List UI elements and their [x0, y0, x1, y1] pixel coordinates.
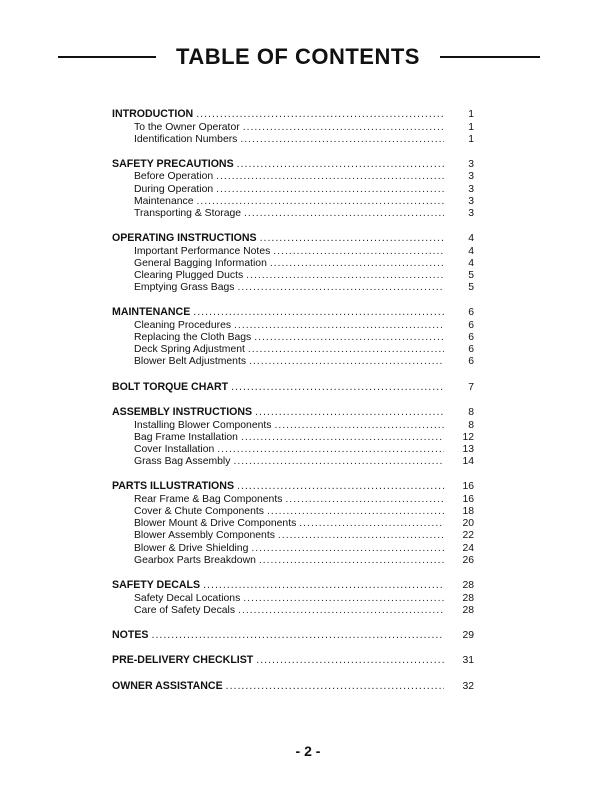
dot-leader	[240, 134, 444, 146]
toc-entry-page: 12	[462, 431, 474, 443]
toc-entry-page: 8	[468, 419, 474, 431]
toc-section-heading-page: 28	[462, 580, 474, 591]
toc-section-heading	[112, 158, 474, 172]
toc-section	[112, 108, 474, 146]
toc-entry-page: 3	[468, 195, 474, 207]
dot-leader	[285, 494, 444, 506]
dot-leader	[259, 555, 444, 567]
toc-section-heading-page: 1	[468, 109, 474, 120]
dot-leader	[241, 432, 444, 444]
toc-entry-page: 5	[468, 282, 474, 294]
toc-entry-label: Bag Frame Installation	[134, 431, 238, 443]
toc-entry	[112, 258, 474, 270]
toc-entry	[112, 320, 474, 332]
dot-leader	[274, 420, 444, 432]
toc-section-heading-label: INTRODUCTION	[112, 108, 194, 120]
toc-entry-page: 24	[462, 542, 474, 554]
toc-section	[112, 654, 474, 668]
toc-section-heading-page: 29	[462, 629, 474, 641]
toc-entry-page: 6	[468, 319, 474, 331]
dot-leader	[196, 108, 444, 122]
toc-entry-page: 1	[468, 121, 474, 133]
title-rule-left	[58, 56, 156, 58]
toc-section-heading-label: SAFETY DECALS	[112, 579, 201, 591]
toc-entry-page: 6	[468, 332, 474, 344]
toc-entry-label: Installing Blower Components	[134, 419, 272, 431]
toc-section-heading-page: 31	[462, 655, 474, 667]
dot-leader	[216, 171, 444, 183]
dot-leader	[237, 282, 444, 294]
dot-leader	[233, 456, 444, 468]
toc-section	[112, 381, 474, 395]
toc-entry	[112, 543, 474, 555]
table-of-contents	[112, 108, 474, 705]
toc-section-heading-label: NOTES	[112, 628, 149, 641]
toc-entry-label: Rear Frame & Bag Components	[134, 493, 283, 505]
toc-section-heading	[112, 579, 474, 593]
dot-leader	[248, 344, 444, 356]
dot-leader	[273, 246, 444, 258]
toc-entry-label: Blower Assembly Components	[134, 530, 275, 542]
title-rule-right	[440, 56, 540, 58]
toc-entry-label: Transporting & Storage	[134, 207, 242, 219]
toc-section-heading-page: 3	[468, 158, 474, 170]
toc-entry-label: Grass Bag Assembly	[134, 456, 231, 468]
toc-entry-page: 4	[468, 245, 474, 257]
toc-entry-page: 20	[462, 518, 474, 530]
toc-entry-label: Cover Installation	[134, 444, 215, 455]
toc-entry-label: Maintenance	[134, 195, 194, 207]
toc-entry-page: 16	[462, 493, 474, 505]
dot-leader	[238, 605, 444, 617]
toc-entry	[112, 270, 474, 282]
toc-entry-label: Cover & Chute Components	[134, 506, 264, 518]
toc-entry	[112, 332, 474, 344]
toc-entry-label: Blower Mount & Drive Components	[134, 518, 297, 530]
toc-entry	[112, 208, 474, 220]
toc-entry-label: Cleaning Procedures	[134, 319, 232, 331]
header	[58, 43, 540, 71]
dot-leader	[267, 506, 444, 518]
dot-leader	[234, 320, 444, 332]
toc-section-heading-page: 4	[468, 233, 474, 245]
toc-section-heading-page: 8	[468, 407, 474, 419]
toc-section-heading	[112, 306, 474, 320]
toc-section-heading	[112, 381, 474, 395]
toc-entry	[112, 420, 474, 432]
toc-section-heading-page: 32	[462, 680, 474, 692]
toc-entry-label: Identification Numbers	[134, 133, 238, 145]
dot-leader	[249, 356, 444, 368]
toc-section	[112, 480, 474, 567]
toc-section-heading	[112, 108, 474, 122]
dot-leader	[203, 579, 444, 593]
toc-section-heading	[112, 629, 474, 643]
toc-section-heading-label: PRE-DELIVERY CHECKLIST	[112, 654, 254, 667]
toc-entry	[112, 518, 474, 530]
toc-entry	[112, 184, 474, 196]
toc-section-heading-label: OPERATING INSTRUCTIONS	[112, 232, 257, 245]
dot-leader	[243, 122, 444, 134]
toc-entry	[112, 134, 474, 146]
toc-entry-page: 5	[468, 270, 474, 281]
toc-entry	[112, 530, 474, 542]
toc-section-heading-page: 7	[468, 381, 474, 393]
dot-leader	[255, 406, 444, 420]
toc-section-heading-label: PARTS ILLUSTRATIONS	[112, 480, 235, 493]
toc-entry	[112, 506, 474, 518]
toc-section-heading	[112, 232, 474, 246]
toc-entry-page: 4	[468, 257, 474, 269]
toc-entry-label: Before Operation	[134, 171, 214, 183]
toc-entry-page: 6	[468, 356, 474, 368]
toc-entry	[112, 432, 474, 444]
toc-entry	[112, 171, 474, 183]
toc-entry	[112, 555, 474, 567]
dot-leader	[193, 306, 444, 320]
toc-entry	[112, 282, 474, 294]
toc-section-heading-label: BOLT TORQUE CHART	[112, 380, 229, 393]
dot-leader	[216, 184, 444, 196]
toc-entry-page: 6	[468, 344, 474, 356]
toc-entry-page: 26	[462, 554, 474, 566]
toc-section	[112, 579, 474, 617]
toc-entry-label: General Bagging Information	[134, 257, 267, 269]
dot-leader	[226, 680, 444, 694]
toc-entry-page: 1	[468, 133, 474, 145]
toc-entry-page: 28	[462, 604, 474, 616]
dot-leader	[260, 232, 444, 246]
toc-entry-page: 3	[468, 207, 474, 219]
toc-section	[112, 232, 474, 294]
dot-leader	[197, 196, 445, 208]
toc-section-heading	[112, 480, 474, 494]
dot-leader	[237, 158, 444, 172]
toc-section-heading-label: ASSEMBLY INSTRUCTIONS	[112, 406, 253, 419]
toc-section	[112, 306, 474, 368]
page-number: - 2 -	[295, 743, 321, 759]
dot-leader	[251, 543, 444, 555]
toc-section-heading-page: 6	[468, 307, 474, 319]
toc-entry-label: To the Owner Operator	[134, 121, 240, 133]
toc-entry-label: Gearbox Parts Breakdown	[134, 554, 256, 566]
toc-entry-label: Deck Spring Adjustment	[134, 344, 245, 356]
toc-section-heading-label: MAINTENANCE	[112, 306, 191, 319]
toc-entry	[112, 344, 474, 356]
toc-entry-page: 22	[462, 530, 474, 542]
toc-section-heading	[112, 406, 474, 420]
toc-section-heading	[112, 680, 474, 694]
toc-section-heading-label: SAFETY PRECAUTIONS	[112, 157, 234, 170]
toc-entry-label: Replacing the Cloth Bags	[134, 332, 252, 344]
toc-entry-label: Emptying Grass Bags	[134, 282, 235, 294]
toc-entry-page: 13	[462, 444, 474, 455]
toc-entry-page: 3	[468, 183, 474, 195]
toc-entry-page: 3	[468, 171, 474, 183]
toc-section	[112, 680, 474, 694]
toc-entry	[112, 196, 474, 208]
dot-leader	[256, 654, 444, 668]
page-title: TABLE OF CONTENTS	[176, 44, 420, 69]
toc-entry-page: 28	[462, 592, 474, 604]
toc-entry	[112, 593, 474, 605]
toc-entry	[112, 356, 474, 368]
toc-entry-label: Blower Belt Adjustments	[134, 356, 247, 368]
toc-entry-label: During Operation	[134, 183, 214, 195]
toc-entry	[112, 122, 474, 134]
dot-leader	[217, 444, 444, 456]
toc-entry-label: Clearing Plugged Ducts	[134, 270, 244, 281]
dot-leader	[278, 530, 444, 542]
dot-leader	[237, 480, 444, 494]
toc-entry	[112, 246, 474, 258]
toc-section	[112, 629, 474, 643]
dot-leader	[231, 381, 444, 395]
dot-leader	[299, 518, 444, 530]
dot-leader	[243, 593, 444, 605]
toc-entry	[112, 456, 474, 468]
toc-entry-page: 18	[462, 506, 474, 518]
toc-section-heading	[112, 654, 474, 668]
toc-entry-label: Important Performance Notes	[134, 245, 271, 257]
toc-entry-label: Safety Decal Locations	[134, 592, 241, 604]
toc-entry-label: Blower & Drive Shielding	[134, 542, 249, 554]
toc-entry	[112, 444, 474, 456]
toc-section	[112, 158, 474, 220]
dot-leader	[270, 258, 444, 270]
dot-leader	[244, 208, 444, 220]
toc-section-heading-page: 16	[462, 481, 474, 493]
dot-leader	[152, 629, 445, 643]
toc-section-heading-label: OWNER ASSISTANCE	[112, 679, 223, 692]
toc-section	[112, 406, 474, 468]
dot-leader	[254, 332, 444, 344]
toc-entry	[112, 494, 474, 506]
toc-entry-label: Care of Safety Decals	[134, 604, 236, 616]
toc-entry-page: 14	[462, 456, 474, 468]
dot-leader	[246, 270, 444, 282]
toc-entry	[112, 605, 474, 617]
